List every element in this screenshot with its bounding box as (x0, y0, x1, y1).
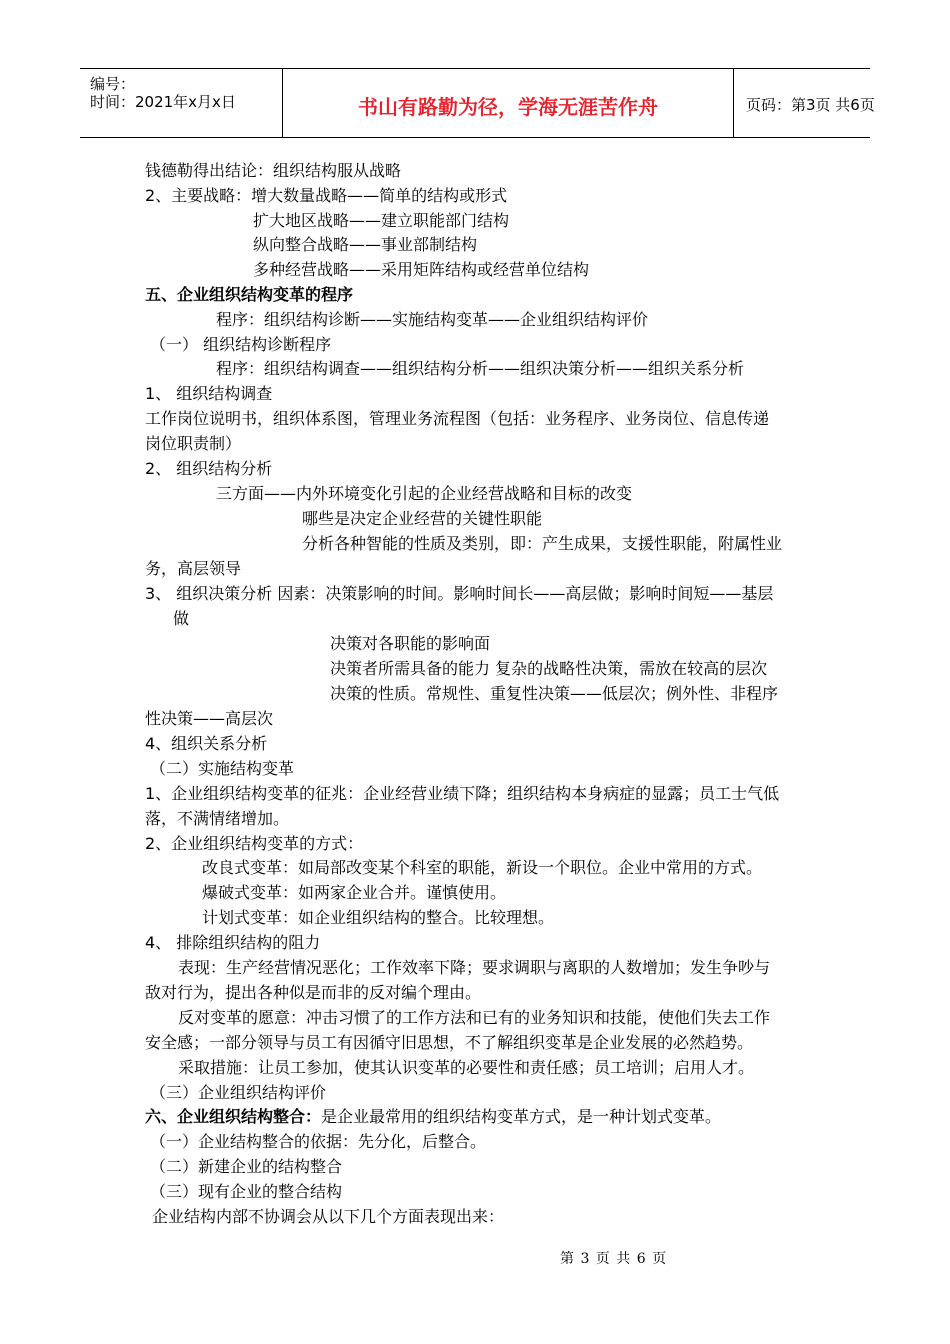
text-line: 4、组织关系分析 (145, 734, 268, 753)
header-page-number: 页码：第3页 共6页 (746, 96, 875, 114)
subsection-heading: （一） 组织结构诊断程序 (150, 335, 332, 354)
text-line: 落，不满情绪增加。 (145, 809, 290, 828)
text-line: 性决策——高层次 (145, 709, 274, 728)
text-line: 反对变革的愿意：冲击习惯了的工作方法和已有的业务知识和技能，使他们失去工作 (178, 1008, 771, 1027)
header-number: 编号： (90, 75, 136, 93)
header-motto-cell (282, 69, 734, 137)
text-line: 岗位职责制） (145, 434, 242, 453)
text-line: 1、企业组织结构变革的征兆：企业经营业绩下降；组织结构本身病症的显露；员工士气低 (145, 784, 780, 803)
section-heading: 五、企业组织结构变革的程序 (145, 285, 354, 304)
subsection-heading: （二）新建企业的结构整合 (150, 1157, 343, 1176)
text-line: 纵向整合战略——事业部制结构 (253, 235, 478, 254)
text-line: 决策者所需具备的能力 复杂的战略性决策，需放在较高的层次 (330, 659, 768, 678)
text-line: 爆破式变革：如两家企业合并。谨慎使用。 (202, 883, 507, 902)
text-line: 决策的性质。常规性、重复性决策——低层次；例外性、非程序 (330, 684, 779, 703)
text-line: 扩大地区战略——建立职能部门结构 (253, 211, 510, 230)
text-line: 程序：组织结构诊断——实施结构变革——企业组织结构评价 (216, 310, 649, 329)
text-line: 多种经营战略——采用矩阵结构或经营单位结构 (253, 260, 590, 279)
text-line: 哪些是决定企业经营的关键性职能 (302, 509, 543, 528)
subsection-heading: （三）现有企业的整合结构 (150, 1182, 343, 1201)
text-line: 做 (173, 609, 190, 628)
text-line: 敌对行为，提出各种似是而非的反对编个理由。 (145, 983, 482, 1002)
text-line: 程序：组织结构调查——组织结构分析——组织决策分析——组织关系分析 (216, 359, 745, 378)
text-line: 采取措施：让员工参加，使其认识变革的必要性和责任感；员工培训；启用人才。 (178, 1058, 755, 1077)
text-line: 4、 排除组织结构的阻力 (145, 933, 321, 952)
header-info-cell (80, 69, 282, 137)
section-heading-title: 六、企业组织结构整合： (145, 1107, 322, 1126)
text-line: 三方面——内外环境变化引起的企业经营战略和目标的改变 (216, 484, 633, 503)
text-line: 3、 组织决策分析 因素：决策影响的时间。影响时间长——高层做；影响时间短——基层 (145, 584, 774, 603)
text-line: 工作岗位说明书，组织体系图，管理业务流程图（包括：业务程序、业务岗位、信息传递 (145, 409, 770, 428)
subsection-heading: （三）企业组织结构评价 (150, 1083, 327, 1102)
text-line: 分析各种智能的性质及类别，即：产生成果，支援性职能，附属性业 (302, 534, 783, 553)
text-line: 表现：生产经营情况恶化；工作效率下降；要求调职与离职的人数增加；发生争吵与 (178, 958, 771, 977)
text-line: 2、主要战略：增大数量战略——简单的结构或形式 (145, 186, 508, 205)
text-line: 务，高层领导 (145, 559, 242, 578)
header-motto: 书山有路勤为径，学海无涯苦作舟 (358, 95, 658, 119)
text-line: 决策对各职能的影响面 (330, 634, 491, 653)
text-line: 企业结构内部不协调会从以下几个方面表现出来： (152, 1207, 505, 1226)
text-line: 2、企业组织结构变革的方式： (145, 834, 364, 853)
page-footer: 第 3 页 共 6 页 (560, 1251, 668, 1267)
text-line: 1、 组织结构调查 (145, 384, 273, 403)
page-header (80, 68, 875, 138)
text-line: 计划式变革：如企业组织结构的整合。比较理想。 (202, 908, 555, 927)
subsection-heading: （二）实施结构变革 (150, 759, 295, 778)
subsection-heading: （一）企业结构整合的依据：先分化，后整合。 (150, 1132, 487, 1151)
header-page-cell (734, 69, 875, 137)
text-line: 改良式变革：如局部改变某个科室的职能，新设一个职位。企业中常用的方式。 (202, 858, 763, 877)
section-heading (145, 1107, 721, 1127)
section-heading-text: 是企业最常用的组织结构变革方式，是一种计划式变革。 (321, 1107, 722, 1126)
text-line: 钱德勒得出结论：组织结构服从战略 (145, 161, 402, 180)
header-date: 时间：2021年x月x日 (90, 93, 236, 111)
text-line: 安全感；一部分领导与员工有因循守旧思想，不了解组织变革是企业发展的必然趋势。 (145, 1033, 754, 1052)
text-line: 2、 组织结构分析 (145, 459, 273, 478)
